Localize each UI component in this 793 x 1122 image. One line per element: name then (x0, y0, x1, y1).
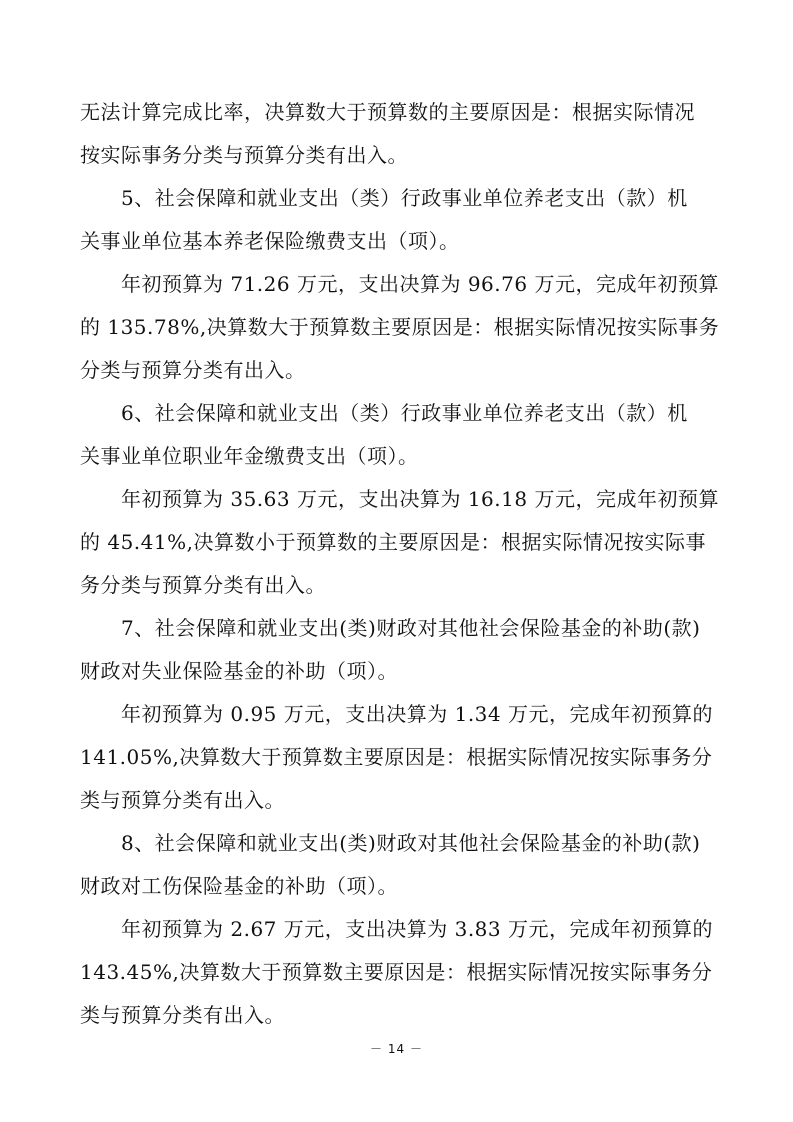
text-line: 按实际事务分类与预算分类有出入。 (80, 143, 408, 167)
text-line: 143.45%,决算数大于预算数主要原因是：根据实际情况按实际事务分 (80, 960, 713, 984)
item-6-body: 年初预算为 35.63 万元，支出决算为 16.18 万元，完成年初预算 (121, 487, 719, 511)
text-line: 类与预算分类有出入。 (80, 788, 285, 812)
item-7-body: 年初预算为 0.95 万元，支出决算为 1.34 万元，完成年初预算的 (121, 702, 713, 726)
item-6-heading: 6、社会保障和就业支出（类）行政事业单位养老支出（款）机 (121, 401, 688, 425)
item-7-heading: 7、社会保障和就业支出(类)财政对其他社会保险基金的补助(款) (121, 616, 701, 640)
item-5-heading: 5、社会保障和就业支出（类）行政事业单位养老支出（款）机 (121, 186, 688, 210)
item-8-heading: 8、社会保障和就业支出(类)财政对其他社会保险基金的补助(款) (121, 831, 701, 855)
item-5-heading-cont: 关事业单位基本养老保险缴费支出（项）。 (80, 229, 460, 253)
text-line: 的 45.41%,决算数小于预算数的主要原因是：根据实际情况按实际事 (80, 530, 706, 554)
text-line: 类与预算分类有出入。 (80, 1003, 285, 1027)
item-5-body: 年初预算为 71.26 万元，支出决算为 96.76 万元，完成年初预算 (121, 272, 719, 296)
page-number: － 14 － (370, 1042, 423, 1056)
text-line: 务分类与预算分类有出入。 (80, 573, 326, 597)
text-line: 的 135.78%,决算数大于预算数主要原因是：根据实际情况按实际事务 (80, 315, 720, 339)
text-line: 无法计算完成比率，决算数大于预算数的主要原因是：根据实际情况 (80, 100, 695, 124)
text-line: 分类与预算分类有出入。 (80, 358, 306, 382)
item-8-body: 年初预算为 2.67 万元，支出决算为 3.83 万元，完成年初预算的 (121, 917, 713, 941)
item-8-heading-cont: 财政对工伤保险基金的补助（项）。 (80, 874, 398, 898)
item-6-heading-cont: 关事业单位职业年金缴费支出（项）。 (80, 444, 419, 468)
text-line: 141.05%,决算数大于预算数主要原因是：根据实际情况按实际事务分 (80, 745, 713, 769)
item-7-heading-cont: 财政对失业保险基金的补助（项）。 (80, 659, 398, 683)
